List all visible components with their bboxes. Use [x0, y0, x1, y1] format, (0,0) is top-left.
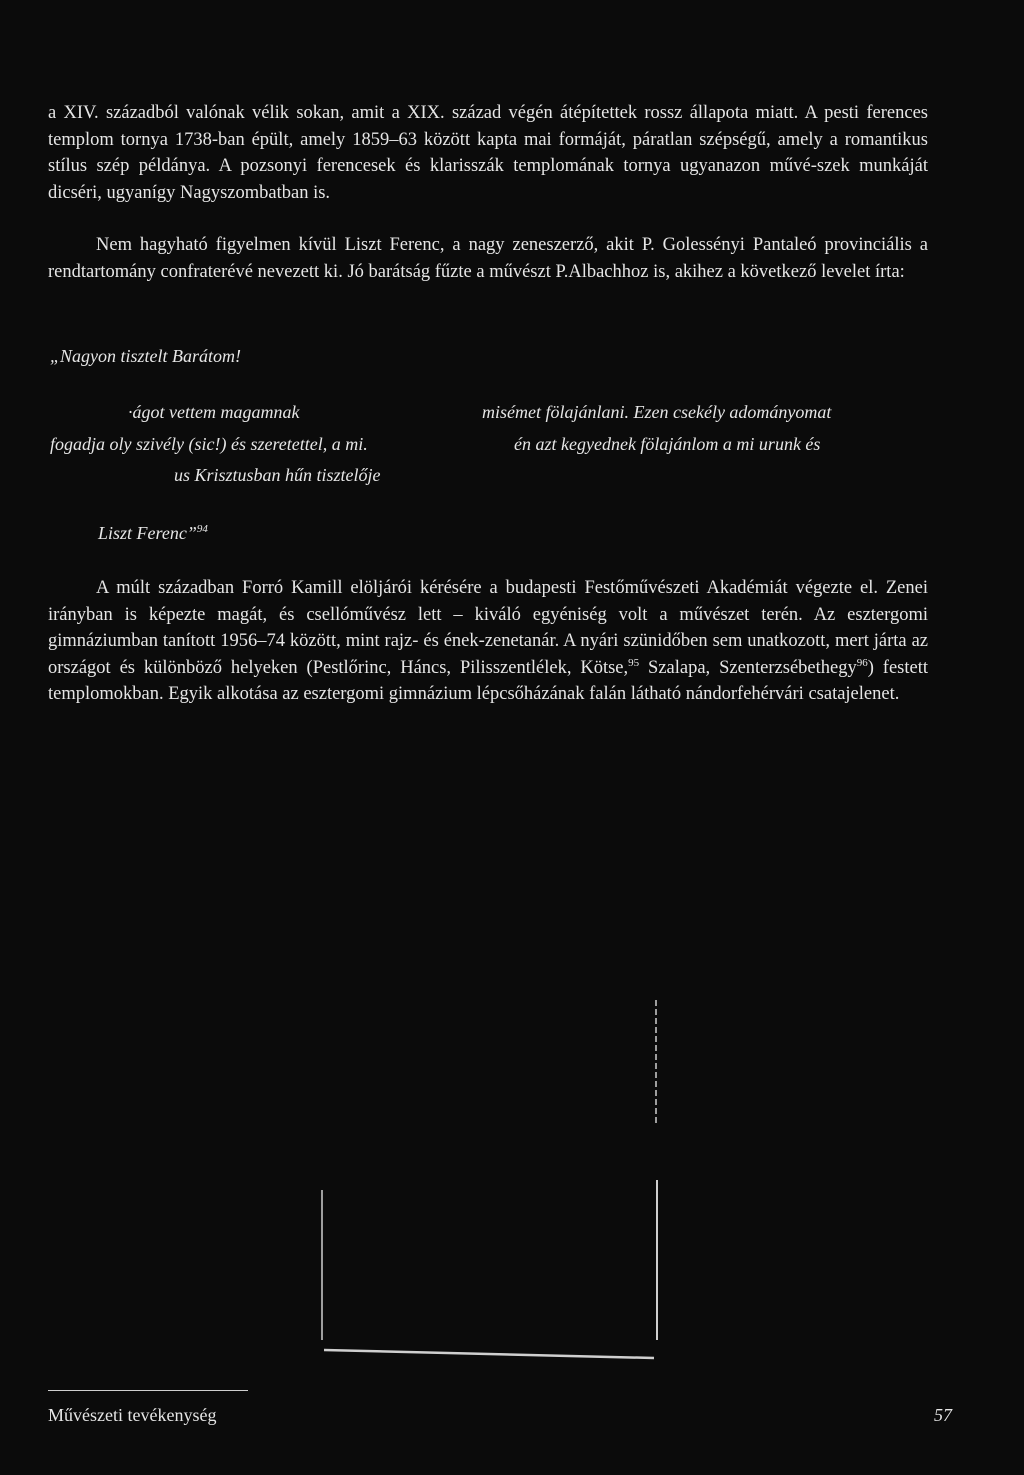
paragraph-3-text-a: A múlt században Forró Kamill elöljárói kérésére a budapesti Festőművészeti Akadémiát végezte el. Zenei irányban is képezte magát, és csellóművész lett – kiváló egyéniség volt a művészet terén. Az esztergomi gimnáziumban tanított 1956–74 között, mint rajz- és ének-zenetanár. A nyári szünidőben sem unatkozott, mert járta az országot és különböző helyeken (Pestlőrinc, Háncs, Pilisszentlélek, Kötse, — [48, 578, 928, 678]
page-number: 57 — [934, 1405, 952, 1425]
paragraph-3-text-b: Szalapa, Szenterzsébethegy — [639, 657, 857, 678]
footer-divider — [48, 1390, 248, 1391]
footer-section-title: Művészeti tevékenység — [48, 1405, 217, 1425]
footnote-95: 95 — [628, 656, 640, 669]
paragraph-1: a XIV. századból valónak vélik sokan, amit a XIX. század végén átépítettek rossz állapota miatt. A pesti ferences templom tornya 1738-ban épült, amely 1859–63 között kapta mai formáját, páratlan szépségű, amely a romantikus stílus szép példánya. A pozsonyi ferencesek és klarisszák templomának tornya ugyanazon művé-szek munkáját dicséri, ugyanígy Nagyszombatban is. — [48, 103, 928, 203]
footnote-96: 96 — [856, 656, 868, 669]
paragraph-3-text-c: ) festett templomokban. Egyik alkotása az esztergomi gimnázium lépcsőházának falán látható nándorfehérvári csatajelenet. — [48, 657, 928, 704]
signature-text: Liszt Ferenc” — [98, 523, 197, 543]
letter-greeting: „Nagyon tisztelt Barátom! — [50, 346, 242, 366]
footnote-94: 94 — [196, 523, 208, 535]
letter-fragment-left-1: ·ágot vettem magamnak — [128, 402, 300, 422]
letter-fragment-left-3: us Krisztusban hűn tisztelője — [174, 465, 381, 485]
letter-fragment-right-2: én azt kegyednek fölajánlom a mi urunk és — [514, 434, 821, 454]
letter-fragment-left-2: fogadja oly szivély (sic!) és szeretettel, a mi. — [50, 434, 368, 454]
letter-fragment-right-1: misémet fölajánlani. Ezen csekély adományomat — [482, 402, 832, 422]
paragraph-2: Nem hagyható figyelmen kívül Liszt Ferenc, a nagy zeneszerző, akit P. Golessényi Pantaleó provinciális a rendtartomány confraterévé nevezett ki. Jó barátság fűzte a művészt P.Albachhoz is, akihez a következő levelet írta: — [48, 235, 928, 282]
